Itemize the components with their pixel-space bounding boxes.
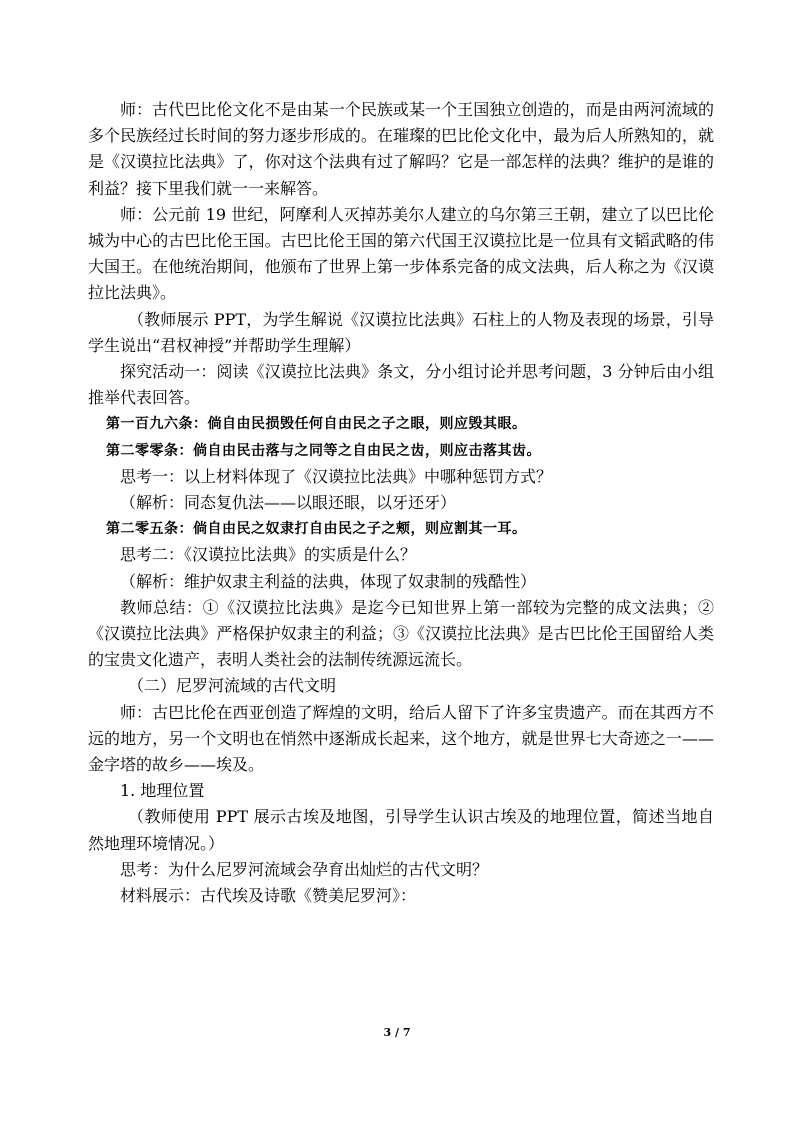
paragraph-answer-one: （解析：同态复仇法——以眼还眼，以牙还牙） bbox=[120, 493, 457, 513]
paragraph-inquiry-activity: 探究活动一：阅读《汉谟拉比法典》条文，分小组讨论并思考问题，3 分钟后由小组推举代表回答。 bbox=[88, 362, 714, 408]
paragraph-teacher-hammurabi-history: 师：公元前 19 世纪，阿摩利人灭掉苏美尔人建立的乌尔第三王朝，建立了以巴比伦城为中心的古巴比伦王国。古巴比伦王国的第六代国王汉谟拉比是一位具有文韬武略的伟大国王。在他统治期间，他颁布了世界上第一步体系完备的成文法典，后人称之为《汉谟拉比法典》。 bbox=[88, 204, 714, 303]
paragraph-material-poem: 材料展示：古代埃及诗歌《赞美尼罗河》： bbox=[120, 886, 417, 906]
paragraph-map-explanation: （教师使用 PPT 展示古埃及地图，引导学生认识古埃及的地理位置，简述当地自然地理环境情况。） bbox=[88, 807, 714, 853]
law-article-205: 第二零五条：倘自由民之奴隶打自由民之子之颊，则应割其一耳。 bbox=[106, 521, 527, 538]
paragraph-question-nile: 思考：为什么尼罗河流域会孕育出灿烂的古代文明？ bbox=[120, 859, 489, 879]
paragraph-teacher-summary: 教师总结：①《汉谟拉比法典》是迄今已知世界上第一部较为完整的成文法典；②《汉谟拉比法典》严格保护奴隶主的利益；③《汉谟拉比法典》是古巴比伦王国留给人类的宝贵文化遗产，表明人类社会的法制传统源远流长。 bbox=[88, 597, 714, 670]
paragraph-question-one: 思考一：以上材料体现了《汉谟拉比法典》中哪种惩罚方式？ bbox=[120, 466, 553, 486]
paragraph-teacher-babylon-intro: 师：古代巴比伦文化不是由某一个民族或某一个王国独立创造的，而是由两河流域的多个民族经过长时间的努力逐步形成的。在璀璨的巴比伦文化中，最为后人所熟知的，就是《汉谟拉比法典》了，你对这个法典有过了解吗？它是一部怎样的法典？维护的是谁的利益？接下里我们就一一来解答。 bbox=[88, 100, 714, 198]
page-body bbox=[88, 97, 714, 909]
paragraph-teacher-egypt-intro: 师：古巴比伦在西亚创造了辉煌的文明，给后人留下了许多宝贵遗产。而在其西方不远的地方，另一个文明也在悄然中逐渐成长起来，这个地方，就是世界七大奇迹之一——金字塔的故乡——埃及。 bbox=[88, 702, 714, 775]
subheading-geography: 1. 地理位置 bbox=[120, 781, 205, 801]
paragraph-ppt-explanation: （教师展示 PPT，为学生解说《汉谟拉比法典》石柱上的人物及表现的场景，引导学生说出“君权神授”并帮助学生理解） bbox=[88, 309, 714, 355]
section-heading-nile: （二）尼罗河流域的古代文明 bbox=[128, 676, 337, 696]
paragraph-answer-two: （解析：维护奴隶主利益的法典，体现了奴隶制的残酷性） bbox=[120, 571, 537, 591]
law-article-200: 第二零零条：倘自由民击落与之同等之自由民之齿，则应击落其齿。 bbox=[106, 442, 541, 459]
law-article-196: 第一百九六条：倘自由民损毁任何自由民之子之眼，则应毁其眼。 bbox=[106, 416, 527, 433]
page-number: 3 / 7 bbox=[383, 1026, 411, 1039]
paragraph-question-two: 思考二：《汉谟拉比法典》的实质是什么？ bbox=[120, 545, 417, 565]
